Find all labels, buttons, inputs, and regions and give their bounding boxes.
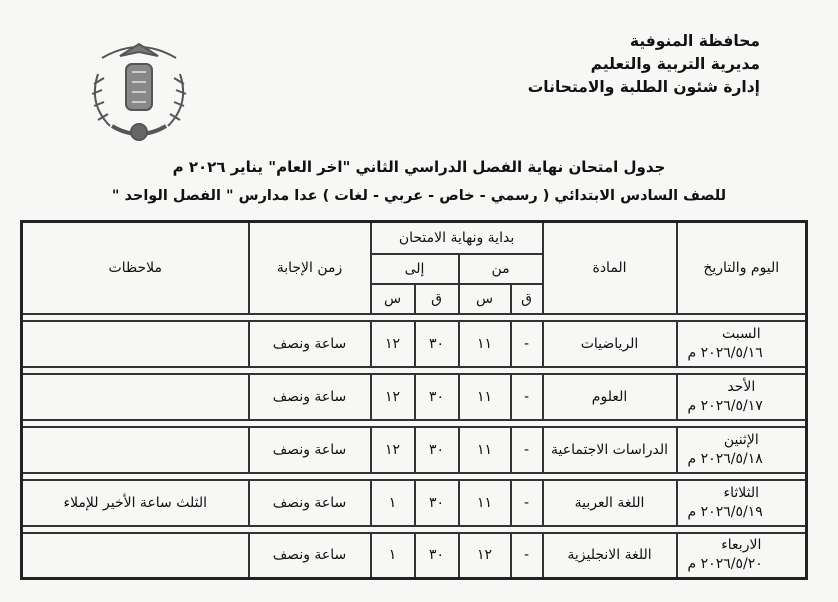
date-label: ٢٠٢٦/٥/١٩ م	[687, 503, 763, 520]
date-label: ٢٠٢٦/٥/١٦ م	[687, 344, 763, 361]
from-s-cell: ١٢	[459, 533, 511, 579]
ministry-emblem-icon	[80, 34, 198, 146]
duration-cell: ساعة ونصف	[249, 321, 371, 367]
col-subject: المادة	[543, 222, 677, 314]
day-label: الاربعاء	[721, 537, 762, 554]
from-s-cell: ١١	[459, 480, 511, 526]
duration-cell: ساعة ونصف	[249, 374, 371, 420]
issuer-header	[500, 30, 760, 99]
table-row	[22, 427, 807, 473]
header-row	[22, 222, 807, 254]
subject-cell: اللغة العربية	[543, 480, 677, 526]
col-from-s: س	[459, 284, 511, 314]
col-to-q: ق	[415, 284, 459, 314]
table-row	[22, 321, 807, 367]
department-label: إدارة شئون الطلبة والامتحانات	[527, 78, 760, 96]
date-label: ٢٠٢٦/٥/١٧ م	[687, 397, 763, 414]
to-q-cell: ٣٠	[415, 374, 459, 420]
table-row	[22, 533, 807, 579]
to-s-cell: ١٢	[371, 321, 415, 367]
governorate-label: محافظة المنوفية	[629, 32, 760, 50]
day-date-cell	[677, 321, 807, 367]
to-q-cell: ٣٠	[415, 427, 459, 473]
directorate-label: مديرية التربية والتعليم	[590, 55, 760, 73]
duration-cell: ساعة ونصف	[249, 427, 371, 473]
table-row	[22, 480, 807, 526]
from-q-cell: -	[511, 374, 543, 420]
to-q-cell: ٣٠	[415, 321, 459, 367]
day-date-cell	[677, 480, 807, 526]
notes-cell	[22, 533, 249, 579]
day-date-cell	[677, 427, 807, 473]
day-date-cell	[677, 533, 807, 579]
exam-schedule-title: جدول امتحان نهاية الفصل الدراسي الثاني "اخر العام" يناير ٢٠٢٦ م	[172, 158, 666, 176]
date-label: ٢٠٢٦/٥/١٨ م	[687, 450, 763, 467]
col-from: من	[459, 254, 543, 284]
day-label: الثلاثاء	[723, 484, 760, 501]
from-s-cell: ١١	[459, 427, 511, 473]
day-label: الإثنين	[723, 431, 759, 448]
col-to: إلى	[371, 254, 459, 284]
col-duration: زمن الإجابة	[249, 222, 371, 314]
col-from-q: ق	[511, 284, 543, 314]
exam-schedule-table	[20, 220, 808, 580]
exam-schedule-subtitle: للصف السادس الابتدائي ( رسمي - خاص - عربي - لغات ) عدا مدارس " الفصل الواحد "	[111, 188, 727, 204]
notes-cell	[22, 427, 249, 473]
from-q-cell: -	[511, 533, 543, 579]
col-exam-span: بداية ونهاية الامتحان	[371, 222, 543, 254]
subject-cell: الرياضيات	[543, 321, 677, 367]
notes-cell	[22, 374, 249, 420]
col-to-s: س	[371, 284, 415, 314]
subject-cell: اللغة الانجليزية	[543, 533, 677, 579]
notes-cell: الثلث ساعة الأخير للإملاء	[22, 480, 249, 526]
to-q-cell: ٣٠	[415, 480, 459, 526]
day-label: الأحد	[727, 378, 756, 395]
to-q-cell: ٣٠	[415, 533, 459, 579]
date-label: ٢٠٢٦/٥/٢٠ م	[687, 556, 763, 573]
day-label: السبت	[721, 325, 761, 342]
to-s-cell: ١	[371, 533, 415, 579]
col-notes: ملاحظات	[22, 222, 249, 314]
to-s-cell: ١٢	[371, 374, 415, 420]
duration-cell: ساعة ونصف	[249, 533, 371, 579]
to-s-cell: ١	[371, 480, 415, 526]
col-day-date: اليوم والتاريخ	[677, 222, 807, 314]
subject-cell: العلوم	[543, 374, 677, 420]
from-s-cell: ١١	[459, 374, 511, 420]
day-date-cell	[677, 374, 807, 420]
to-s-cell: ١٢	[371, 427, 415, 473]
table-row	[22, 374, 807, 420]
from-s-cell: ١١	[459, 321, 511, 367]
from-q-cell: -	[511, 321, 543, 367]
subject-cell: الدراسات الاجتماعية	[543, 427, 677, 473]
from-q-cell: -	[511, 480, 543, 526]
from-q-cell: -	[511, 427, 543, 473]
duration-cell: ساعة ونصف	[249, 480, 371, 526]
notes-cell	[22, 321, 249, 367]
